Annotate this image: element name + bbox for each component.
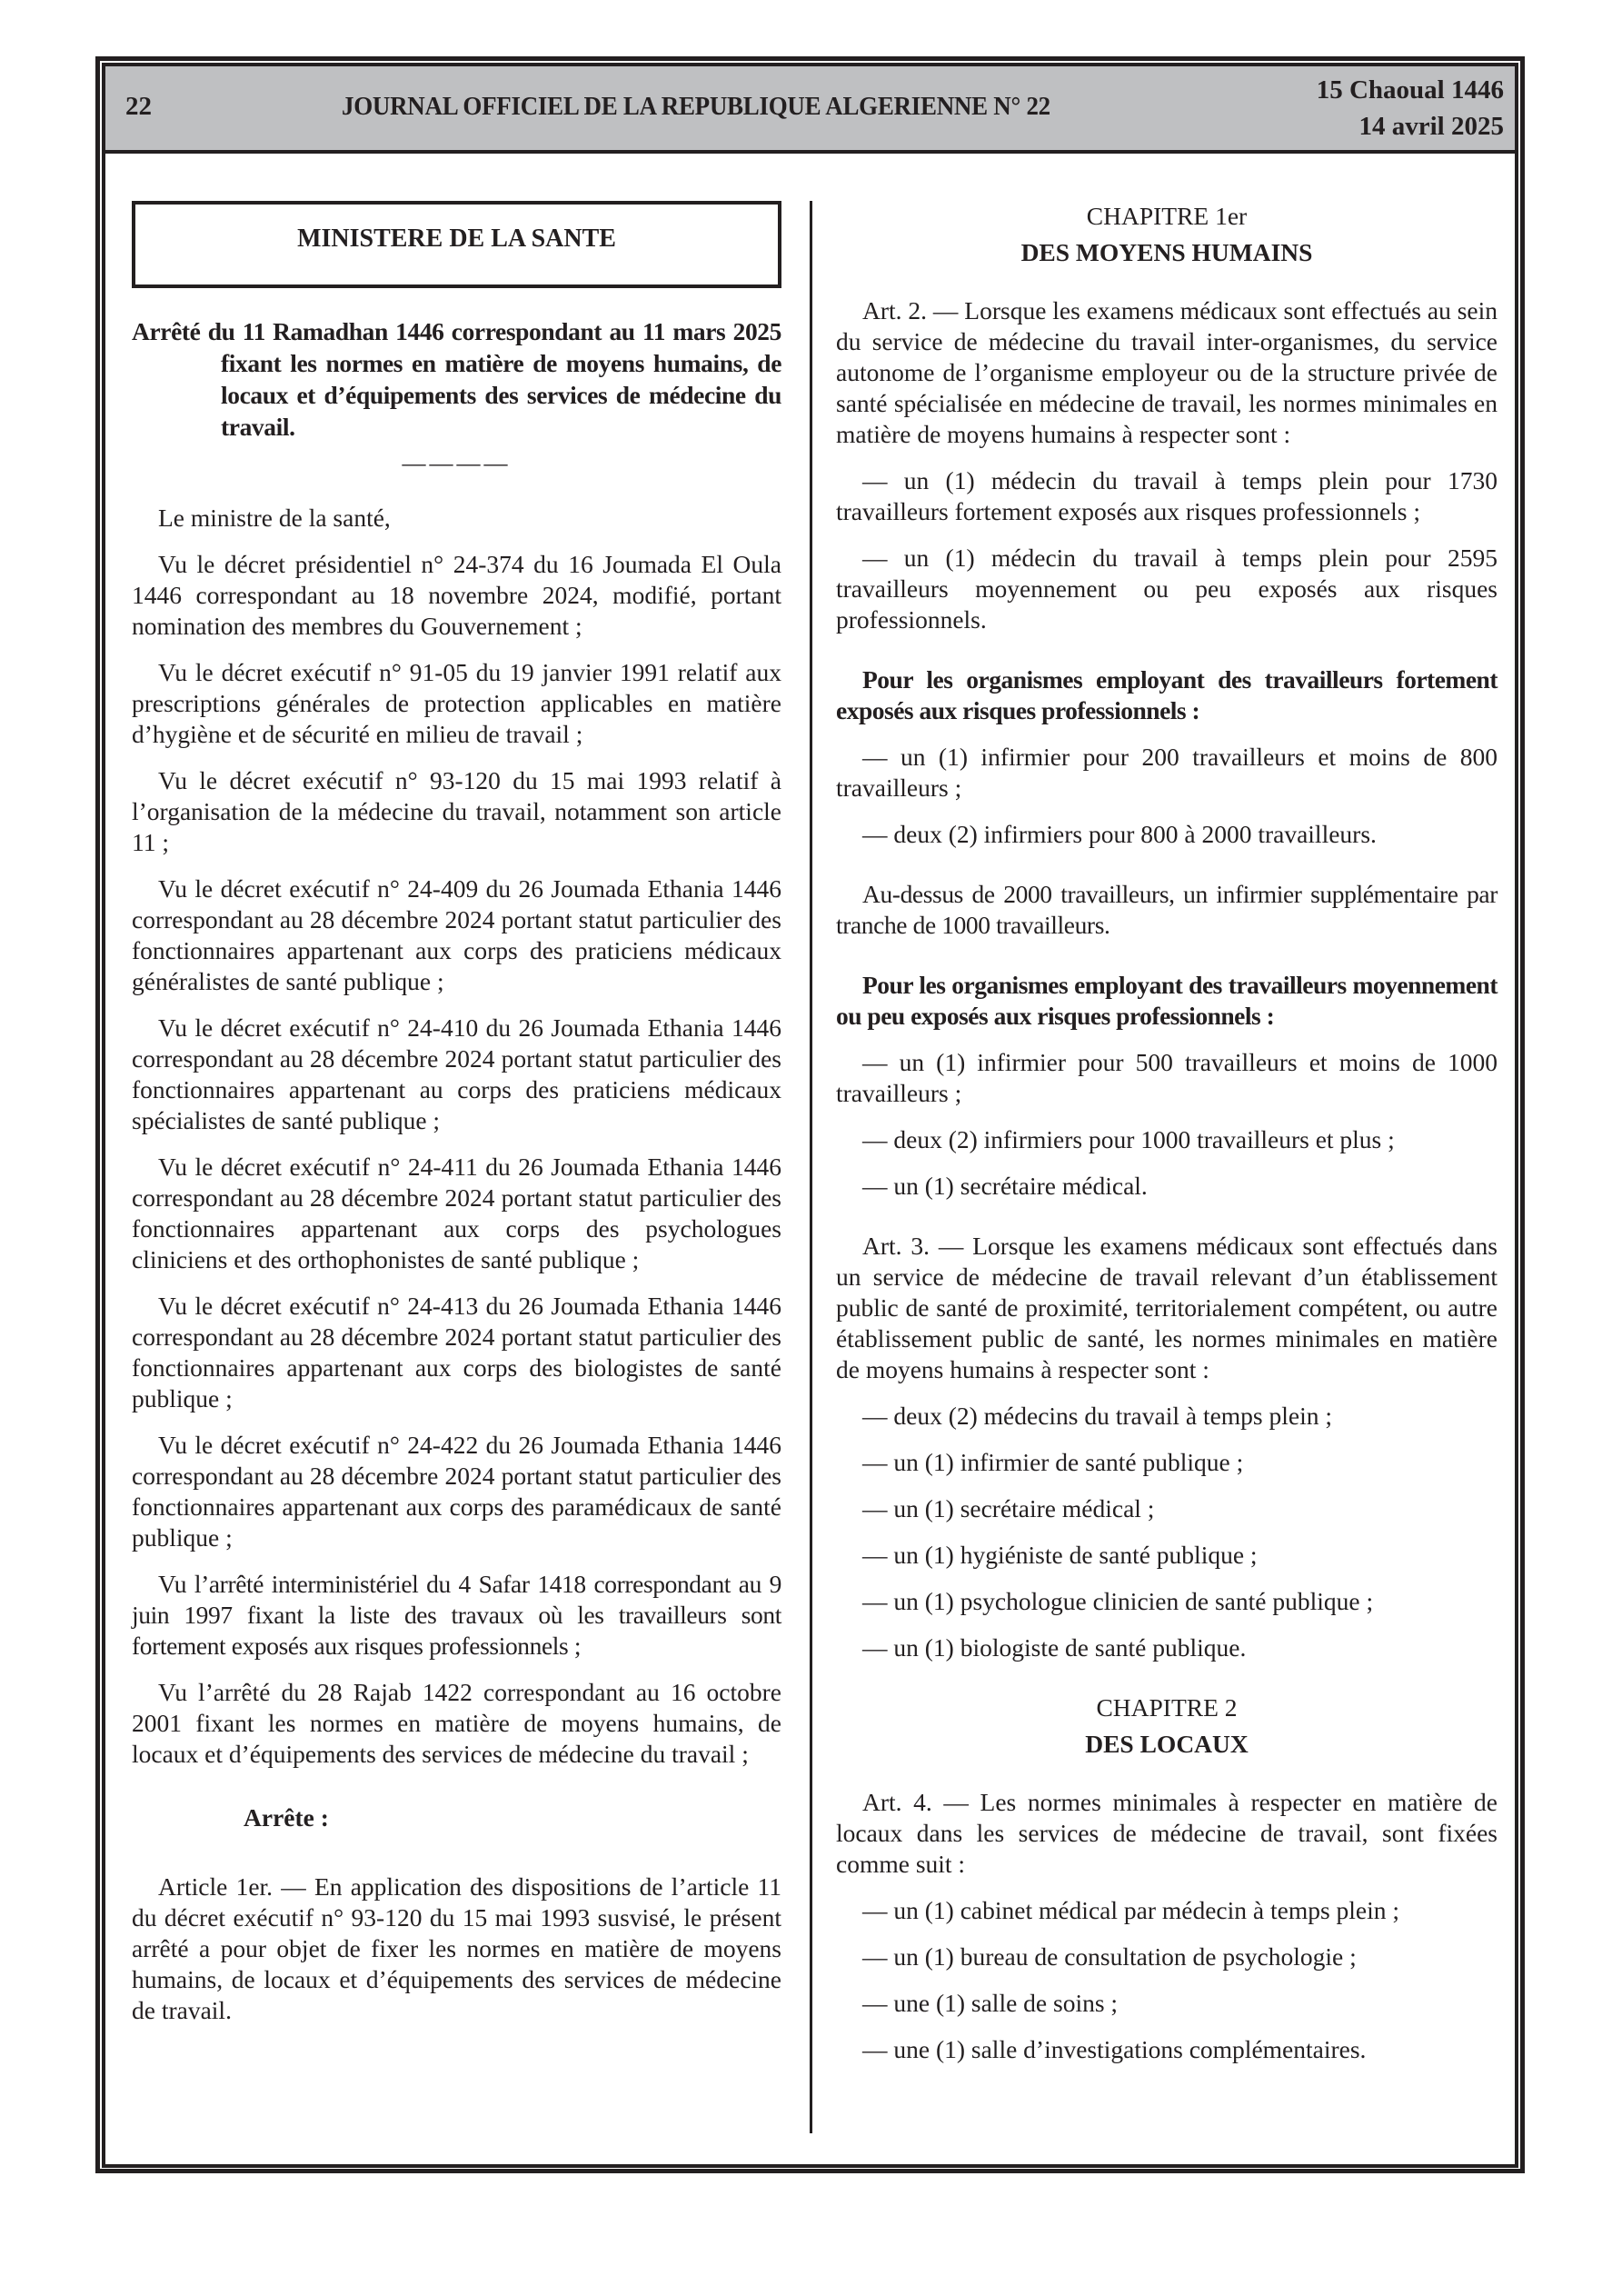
article-2: Art. 2. — Lorsque les examens médicaux sont effectués au sein du service de médecine du travail inter-organismes, du service autonome de l’organisme employeur ou de la structure privée de santé spécialisée en médecine de travail, les normes minimales en matière de moyens humains à respecter sont : (836, 296, 1498, 448)
hijri-date: 15 Chaoual 1446 (1316, 75, 1504, 105)
left-column (132, 201, 781, 2041)
article-4: Art. 4. — Les normes minimales à respecter en matière de locaux dans les services de médecine de travail, sont fixées comme suit : (836, 1788, 1498, 1878)
chapter-1-label: CHAPITRE 1er (1086, 202, 1248, 230)
right-column (836, 201, 1498, 2081)
list-item: — deux (2) infirmiers pour 1000 travailleurs et plus ; (862, 1125, 1395, 1153)
issue-date (1317, 72, 1504, 145)
list-item: — un (1) médecin du travail à temps plein pour 1730 travailleurs fortement exposés aux risques professionnels ; (836, 466, 1498, 525)
chapter-1-title: DES MOYENS HUMAINS (1020, 238, 1313, 266)
visa: Vu le décret exécutif n° 24-410 du 26 Joumada Ethania 1446 correspondant au 28 décembre 2024 portant statut particulier des fonctionnaires appartenant au corps des praticiens médicaux spécialistes de santé publique ; (132, 1013, 781, 1134)
visa: Vu l’arrêté du 28 Rajab 1422 correspondant au 16 octobre 2001 fixant les normes en matière de moyens humains, de locaux et d’équipements des services de médecine du travail ; (132, 1678, 781, 1768)
list-item: — un (1) psychologue clinicien de santé publique ; (862, 1587, 1374, 1615)
page-number: 22 (125, 92, 152, 121)
list-item: — un (1) infirmier de santé publique ; (862, 1448, 1244, 1476)
journal-header (105, 66, 1515, 154)
list-item: — une (1) salle d’investigations complémentaires. (862, 2035, 1367, 2063)
list-item: — deux (2) médecins du travail à temps plein ; (862, 1402, 1333, 1430)
above-2000-note: Au-dessus de 2000 travailleurs, un infirmier supplémentaire par tranche de 1000 travailleurs. (836, 880, 1498, 939)
visa: Vu l’arrêté interministériel du 4 Safar 1418 correspondant au 9 juin 1997 fixant la liste des travaux où les travailleurs sont fortement exposés aux risques professionnels ; (132, 1570, 781, 1660)
list-item: — deux (2) infirmiers pour 800 à 2000 travailleurs. (862, 820, 1377, 848)
list-item: — un (1) secrétaire médical ; (862, 1494, 1155, 1522)
article-3: Art. 3. — Lorsque les examens médicaux sont effectués dans un service de médecine de travail relevant d’un établissement public de santé de proximité, territorialement compétent, ou autre établissement public de santé, les normes minimales en matière de moyens humains à respecter sont : (836, 1232, 1498, 1383)
list-item: — un (1) hygiéniste de santé publique ; (862, 1541, 1258, 1569)
heading-high-exposure: Pour les organismes employant des travailleurs fortement exposés aux risques professionnels : (836, 665, 1498, 724)
list-item: — une (1) salle de soins ; (862, 1989, 1119, 2017)
ministry-box (132, 201, 781, 288)
ministry-name: MINISTERE DE LA SANTE (297, 225, 616, 253)
list-item: — un (1) infirmier pour 200 travailleurs et moins de 800 travailleurs ; (836, 743, 1498, 802)
list-item: — un (1) infirmier pour 500 travailleurs et moins de 1000 travailleurs ; (836, 1048, 1498, 1107)
arrete-title: Arrêté du 11 Ramadhan 1446 correspondant au 11 mars 2025 fixant les normes en matière de moyens humains, de locaux et d’équipements des services de médecine du travail. (132, 317, 781, 441)
article-1: Article 1er. — En application des dispositions de l’article 11 du décret exécutif n° 93-120 du 15 mai 1993 susvisé, le présent arrêté a pour objet de fixer les normes en matière de moyens humains, de locaux et d’équipements des services de médecine de travail. (132, 1872, 781, 2024)
list-item: — un (1) bureau de consultation de psychologie ; (862, 1942, 1357, 1971)
list-item: — un (1) biologiste de santé publique. (862, 1633, 1247, 1662)
visa: Vu le décret exécutif n° 91-05 du 19 janvier 1991 relatif aux prescriptions générales de protection applicables en matière d’hygiène et de sécurité en milieu de travail ; (132, 658, 781, 748)
intro: Le ministre de la santé, (158, 504, 391, 532)
list-item: — un (1) secrétaire médical. (862, 1172, 1148, 1200)
list-item: — un (1) cabinet médical par médecin à temps plein ; (862, 1896, 1400, 1924)
heading-low-exposure: Pour les organismes employant des travailleurs moyennement ou peu exposés aux risques professionnels : (836, 971, 1498, 1030)
separator: ———— (402, 450, 512, 476)
visa: Vu le décret exécutif n° 24-411 du 26 Joumada Ethania 1446 correspondant au 28 décembre 2024 portant statut particulier des fonctionnaires appartenant aux corps des psychologues cliniciens et des orthophonistes de santé publique ; (132, 1153, 781, 1273)
journal-title: JOURNAL OFFICIEL DE LA REPUBLIQUE ALGERIENNE N° 22 (342, 92, 1050, 121)
column-divider (810, 201, 812, 2133)
visa: Vu le décret exécutif n° 93-120 du 15 mai 1993 relatif à l’organisation de la médecine du travail, notamment son article 11 ; (132, 766, 781, 856)
visa: Vu le décret exécutif n° 24-409 du 26 Joumada Ethania 1446 correspondant au 28 décembre 2024 portant statut particulier des fonctionnaires appartenant aux corps des praticiens médicaux généralistes de santé publique ; (132, 874, 781, 995)
visa: Vu le décret exécutif n° 24-413 du 26 Joumada Ethania 1446 correspondant au 28 décembre 2024 portant statut particulier des fonctionnaires appartenant aux corps des biologistes de santé publique ; (132, 1292, 781, 1413)
visa: Vu le décret présidentiel n° 24-374 du 16 Joumada El Oula 1446 correspondant au 18 novembre 2024, modifié, portant nomination des membres du Gouvernement ; (132, 550, 781, 640)
gregorian-date: 14 avril 2025 (1358, 112, 1504, 141)
chapter-2-title: DES LOCAUX (1085, 1730, 1249, 1758)
chapter-2-label: CHAPITRE 2 (1096, 1693, 1238, 1722)
arrete-label: Arrête : (244, 1803, 329, 1832)
list-item: — un (1) médecin du travail à temps plein pour 2595 travailleurs moyennement ou peu exposés aux risques professionnels. (836, 544, 1498, 634)
visa: Vu le décret exécutif n° 24-422 du 26 Joumada Ethania 1446 correspondant au 28 décembre 2024 portant statut particulier des fonctionnaires appartenant aux corps des paramédicaux de santé publique ; (132, 1431, 781, 1552)
